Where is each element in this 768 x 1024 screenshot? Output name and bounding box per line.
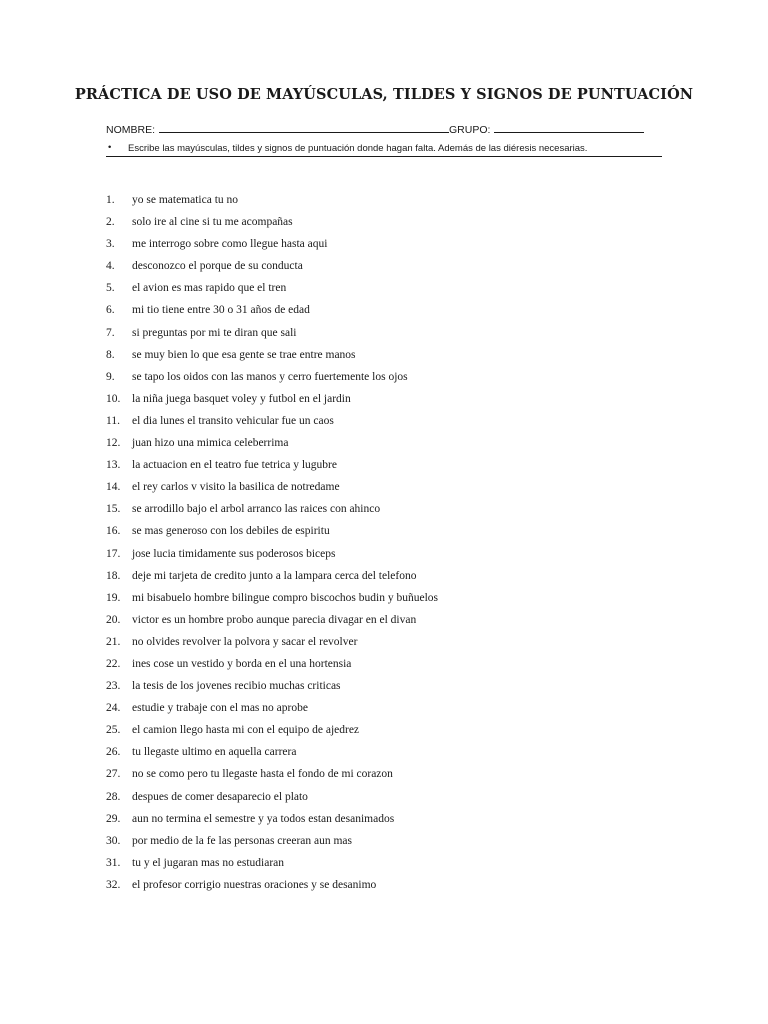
grupo-label: GRUPO: [449,124,491,136]
list-item [106,811,438,833]
item-number: 5. [106,282,115,295]
item-text: ines cose un vestido y borda en el una hortensia [132,657,352,670]
nombre-label: NOMBRE: [106,124,156,136]
item-text: si preguntas por mi te diran que sali [132,326,297,339]
item-text: desconozco el porque de su conducta [132,260,303,273]
item-number: 22. [106,657,121,670]
instruction-row [106,142,662,157]
list-item [106,302,438,324]
item-text: mi tio tiene entre 30 o 31 años de edad [132,304,310,317]
item-number: 27. [106,768,121,781]
list-item [106,236,438,258]
item-number: 18. [106,569,121,582]
item-number: 13. [106,459,121,472]
item-number: 1. [106,194,115,206]
item-text: yo se matematica tu no [132,194,239,206]
item-text: el camion llego hasta mi con el equipo de ajedrez [132,724,360,737]
item-number: 8. [106,348,115,361]
list-item [106,612,438,634]
list-item [106,678,438,700]
item-number: 23. [106,680,121,693]
item-text: no olvides revolver la polvora y sacar el revolver [132,635,358,648]
list-item [106,258,438,280]
item-text: la niña juega basquet voley y futbol en el jardin [132,392,351,405]
item-number: 11. [106,414,120,427]
item-number: 30. [106,834,121,847]
item-text: juan hizo una mimica celeberrima [132,437,289,450]
list-item [106,546,438,568]
item-text: victor es un hombre probo aunque parecia divagar en el divan [132,613,417,626]
list-item [106,501,438,523]
item-text: se arrodillo bajo el arbol arranco las raices con ahinco [132,503,381,516]
grupo-blank-line[interactable] [494,122,644,133]
item-number: 6. [106,304,115,317]
list-item [106,479,438,501]
list-item [106,877,438,899]
bullet-icon: • [108,142,112,153]
item-text: la actuacion en el teatro fue tetrica y lugubre [132,459,337,472]
list-item [106,214,438,236]
list-item [106,789,438,811]
item-text: deje mi tarjeta de credito junto a la lampara cerca del telefono [132,569,417,582]
list-item [106,192,438,214]
item-number: 10. [106,392,121,405]
list-item [106,457,438,479]
item-text: el profesor corrigio nuestras oraciones y se desanimo [132,878,377,891]
item-number: 19. [106,591,121,604]
item-number: 17. [106,547,121,560]
exercise-list [106,192,438,899]
name-group-row [106,122,644,136]
item-number: 3. [106,238,115,251]
item-number: 4. [106,260,115,273]
item-text: aun no termina el semestre y ya todos estan desanimados [132,812,395,825]
item-number: 16. [106,525,121,538]
list-item [106,766,438,788]
item-number: 14. [106,481,121,494]
item-text: por medio de la fe las personas creeran aun mas [132,834,353,847]
item-number: 20. [106,613,121,626]
list-item [106,280,438,302]
item-number: 26. [106,746,121,759]
page-title: PRÁCTICA DE USO DE MAYÚSCULAS, TILDES Y SIGNOS DE PUNTUACIÓN [74,86,694,103]
list-item [106,700,438,722]
list-item [106,833,438,855]
instruction-text: Escribe las mayúsculas, tildes y signos de puntuación donde hagan falta. Además de las diéresis necesarias. [128,143,588,154]
list-item [106,568,438,590]
list-item [106,722,438,744]
item-number: 7. [106,326,115,339]
item-number: 31. [106,856,121,869]
item-text: se tapo los oidos con las manos y cerro fuertemente los ojos [132,370,408,383]
list-item [106,369,438,391]
item-text: tu llegaste ultimo en aquella carrera [132,746,297,759]
item-text: se mas generoso con los debiles de espiritu [132,525,330,538]
list-item [106,855,438,877]
item-text: jose lucia timidamente sus poderosos biceps [132,547,336,560]
list-item [106,744,438,766]
item-text: estudie y trabaje con el mas no aprobe [132,702,308,715]
item-text: solo ire al cine si tu me acompañas [132,216,293,229]
list-item [106,435,438,457]
item-text: el avion es mas rapido que el tren [132,282,287,295]
list-item [106,656,438,678]
item-number: 25. [106,724,121,737]
item-number: 28. [106,790,121,803]
item-number: 15. [106,503,121,516]
list-item [106,590,438,612]
item-text: despues de comer desaparecio el plato [132,790,308,803]
list-item [106,413,438,435]
item-number: 12. [106,437,121,450]
nombre-blank-line[interactable] [159,122,449,133]
item-text: se muy bien lo que esa gente se trae entre manos [132,348,356,361]
item-number: 29. [106,812,121,825]
item-number: 2. [106,216,115,229]
item-number: 24. [106,702,121,715]
list-item [106,325,438,347]
list-item [106,391,438,413]
item-text: el rey carlos v visito la basilica de notredame [132,481,340,494]
item-text: me interrogo sobre como llegue hasta aqui [132,238,328,251]
item-number: 32. [106,878,121,891]
list-item [106,634,438,656]
item-text: mi bisabuelo hombre bilingue compro biscochos budin y buñuelos [132,591,438,604]
item-number: 9. [106,370,115,383]
item-text: no se como pero tu llegaste hasta el fondo de mi corazon [132,768,393,781]
item-text: tu y el jugaran mas no estudiaran [132,856,285,869]
list-item [106,523,438,545]
item-number: 21. [106,635,121,648]
item-text: el dia lunes el transito vehicular fue un caos [132,414,334,427]
item-text: la tesis de los jovenes recibio muchas criticas [132,680,341,693]
list-item [106,347,438,369]
